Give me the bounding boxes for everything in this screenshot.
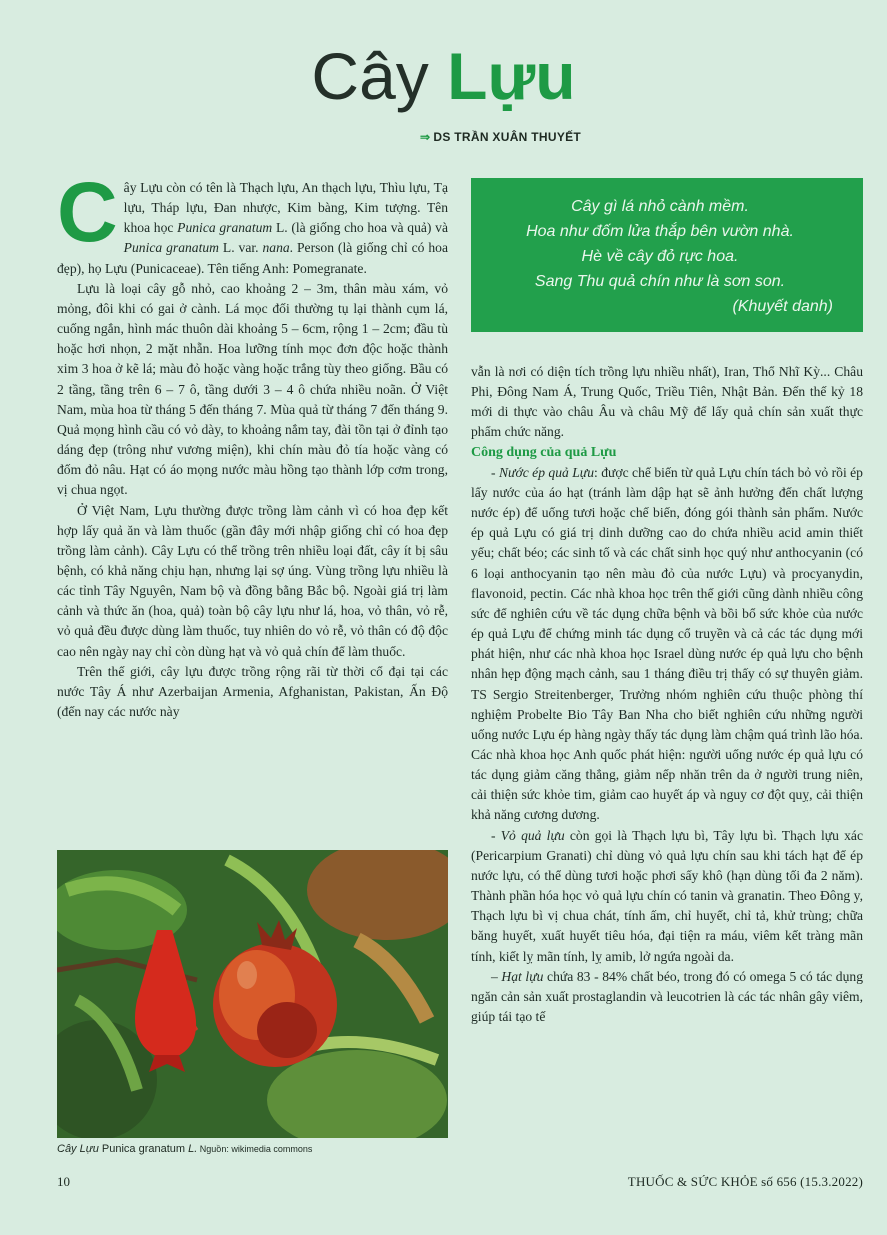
juice-dash: - xyxy=(491,464,499,480)
photo-caption xyxy=(57,1143,448,1155)
right-column xyxy=(471,362,863,1027)
journal-issue: THUỐC & SỨC KHỎE số 656 (15.3.2022) xyxy=(627,1174,863,1189)
intro-text-2: L. (là giống cho hoa và quả) và xyxy=(272,220,448,236)
drop-cap: C xyxy=(57,165,118,259)
title-part-1: Cây xyxy=(311,39,448,113)
title-part-2: Lựu xyxy=(447,39,576,113)
peel-term: Vỏ quả lựu xyxy=(500,827,565,843)
vietnam-paragraph: Ở Việt Nam, Lựu thường được trồng làm cảnh vì có hoa đẹp kết hợp lấy quả ăn và làm thuốc (gần đây mới nhập giống chỉ có hoa đẹp trồng làm cảnh). Cây Lựu có thể trồng trên nhiều loại đất, cây ít bị sâu bệnh, có khả năng chịu hạn, nhưng lại sợ úng. Vùng trồng lựu nhiều là các tỉnh Tây Nguyên, Nam bộ và đồng bằng Bắc bộ. Ngoài giá trị làm cảnh và thức ăn (hoa, quả) toàn bộ cây lựu như lá, hoa, vỏ thân, vỏ rễ, vỏ quả đều được dùng làm thuốc, tuy nhiên do vỏ rễ, vỏ thân có độ độc cao nên ngày nay chỉ còn dùng hạt và vỏ quả chín để làm thuốc. xyxy=(57,502,448,659)
peel-dash: - xyxy=(491,827,501,843)
left-column xyxy=(57,165,449,722)
peel-paragraph xyxy=(471,826,863,967)
juice-text: : được chế biến từ quả Lựu chín tách bỏ vỏ rồi ép lấy nước của áo hạt (tránh làm dập hạt sẽ ảnh hưởng đến chất lượng nước ép) để uống tươi hoặc chế biến, đóng gói thành sản phẩm. Nước ép quả Lựu có giá trị dinh dưỡng cao do chứa nhiều acid amin thiết yếu; chất béo; các sinh tố và các chất sinh học quý như anthocyanin (có 6 loại anthocyanin tạo nên màu đỏ của nước Lựu) và procyanydin, flavonoid, pectin. Các nhà khoa học trên thế giới cũng dành nhiều công sức để nghiên cứu về tác dụng chữa bệnh và bồi bổ sức khỏe của nước ép quả Lựu để chứng minh tác dụng cổ truyền và cả các tác dụng mới phát hiện, như các nhà khoa học Israel dùng nước ép quả lựu cho bệnh nhân hẹp động mạch cảnh, sau 1 tháng điều trị thấy có sự thuyên giảm. TS Sergio Streitenberger, Trưởng nhóm nghiên cứu thuộc phòng thí nghiệm Probelte Bio Tây Ban Nha cho biết nghiên cứu những người uống nước Lựu ép hàng ngày thấy tác dụng làm chậm quá trình lão hóa. Các nhà khoa học Anh quốc phát hiện: người uống nước ép quả lựu có tác dụng giảm căng thẳng, giảm nếp nhăn trên da ở người trung niên, cải thiện sức khỏe tim, giảm cao huyết áp và nguy cơ đột quỵ, cải thiện khả năng cương dương. xyxy=(471,464,863,823)
juice-term: Nước ép quả Lựu xyxy=(498,464,595,480)
poem-box xyxy=(471,178,863,332)
intro-paragraph xyxy=(57,165,449,279)
world-paragraph: Trên thế giới, cây lựu được trồng rộng rãi từ thời cổ đại tại các nước Tây Á như Azerbaijan Armenia, Afghanistan, Pakistan, Ấn Độ (đến nay các nước này xyxy=(57,663,448,720)
section-heading: Công dụng của quả Lựu xyxy=(471,444,617,460)
distribution-paragraph: vẫn là nơi có diện tích trồng lựu nhiều nhất), Iran, Thổ Nhĩ Kỳ... Châu Phi, Đông Nam Á, Trung Quốc, Triều Tiên, Nhật Bản. Đến thế kỷ 18 mới di thực vào châu Âu và châu Mỹ để lấy quả chín sản xuất thực phẩm chức năng. xyxy=(471,364,863,440)
seed-dash: – xyxy=(491,968,502,984)
poem-line: Hè về cây đỏ rực hoa. xyxy=(581,248,739,265)
intro-text-1: ây Lựu còn có tên là Thạch lựu, An thạch lựu, Thìu lựu, Tạ lựu, Tháp lựu, Đan nhược, Kim bàng, Kim tượng. Tên khoa học xyxy=(123,180,448,236)
caption-author-abbrev: L. xyxy=(188,1143,198,1155)
article-title xyxy=(0,36,887,116)
scientific-name-2: Punica granatum xyxy=(123,240,219,256)
caption-name: Cây Lựu xyxy=(57,1143,99,1155)
caption-scientific-name: Punica granatum xyxy=(98,1143,189,1155)
seed-text: chứa 83 - 84% chất béo, trong đó có omega 5 có tác dụng ngăn cản sản xuất prostaglandin và leucotrien là các tác nhân gây viêm, giúp tái tạo tế xyxy=(471,968,863,1024)
page-number: 10 xyxy=(57,1174,70,1189)
intro-text-4: . Person (là giống chỉ có hoa đẹp), họ Lựu (Punicaceae). Tên tiếng Anh: Pomegranate. xyxy=(57,240,449,276)
poem-line: Hoa như đốm lửa thắp bên vườn nhà. xyxy=(526,223,794,240)
poem-author: (Khuyết danh) xyxy=(732,298,833,315)
byline-arrow-icon: ⇒ xyxy=(420,130,431,144)
poem-line: Sang Thu quả chín như là sơn son. xyxy=(534,273,786,290)
pomegranate-illustration xyxy=(57,850,448,1138)
poem-line: Cây gì lá nhỏ cành mềm. xyxy=(571,198,749,215)
peel-text: còn gọi là Thạch lựu bì, Tây lựu bì. Thạch lựu xác (Pericarpium Granati) chỉ dùng vỏ quả lựu chín sau khi tách hạt để ép nước lựu, có thể dùng tươi hoặc phơi sấy khô (hạn dùng tối đa 2 năm). Thành phần hóa học vỏ quả lựu chín có tanin và granatin. Theo Đông y, Thạch lựu bì vị chua chát, tính ấm, chỉ huyết, chỉ tả, khử trùng; chữa băng huyết, xuất huyết tiêu hóa, đại tiện ra máu, viêm kết tràng mãn tính, kiết lỵ mãn tính, lỵ amib, lở ngứa ngoài da. xyxy=(471,827,863,964)
author-byline xyxy=(420,130,581,144)
seed-paragraph xyxy=(471,967,863,1027)
scientific-name-1: Punica granatum xyxy=(177,220,273,236)
seed-term: Hạt lựu xyxy=(501,968,544,984)
pomegranate-photo xyxy=(57,850,448,1138)
scientific-name-3: nana xyxy=(262,240,290,256)
author-name: DS TRẦN XUÂN THUYẾT xyxy=(433,130,582,144)
caption-source: Nguồn: wikimedia commons xyxy=(197,1144,313,1154)
description-paragraph: Lựu là loại cây gỗ nhỏ, cao khoảng 2 – 3m, thân màu xám, vỏ mỏng, đôi khi có gai ở cành. Lá mọc đối thường tụ lại thành cụm lá, cuống ngắn, hình mác thuôn dài khoảng 5 – 6cm, rộng 1 – 2cm; đầu tù hoặc hơi nhọn, 2 mặt nhẵn. Hoa lưỡng tính mọc đơn độc hoặc thành xim 3 hoa ở kẽ lá; màu đỏ hoặc vàng hoặc trắng tùy theo giống. Bầu có 2 tầng, tầng trên 6 – 7 ô, tầng dưới 3 – 4 ô chứa nhiều noãn. Ở Việt Nam, mùa hoa từ tháng 5 đến tháng 7. Mùa quả từ tháng 7 đến tháng 9. Quả mọng hình cầu có vỏ dày, to khoảng nắm tay, đài tồn tại ở đỉnh tạo dáng đẹp (trông như vương miện), khi chín màu đỏ tía hoặc vàng có đốm đỏ nâu. Hạt có áo mọng nước màu hồng tạo thành lớp cơm trong, vị chua ngọt. xyxy=(57,280,448,498)
intro-text-3: L. var. xyxy=(218,240,263,256)
juice-paragraph xyxy=(471,463,863,826)
